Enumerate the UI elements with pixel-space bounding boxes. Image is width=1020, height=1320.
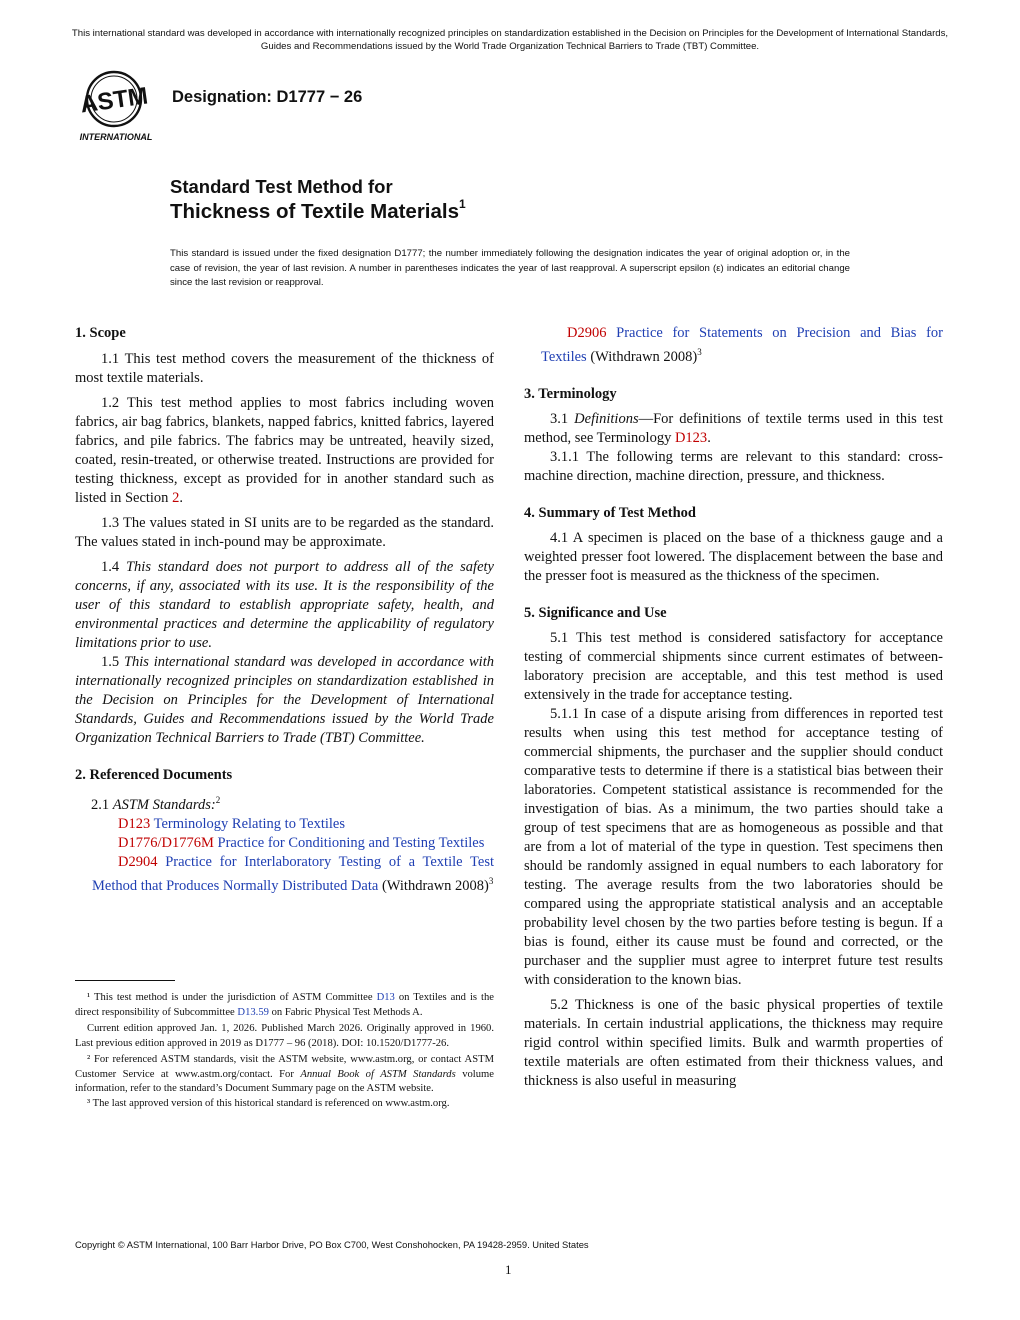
para-1-1: 1.1 This test method covers the measurement of the thickness of most textile materials. — [75, 351, 494, 386]
committee-link[interactable]: D13 — [376, 992, 395, 1003]
footnote-3: ³ The last approved version of this historical standard is referenced on www.astm.org. — [87, 1097, 450, 1109]
section-1-heading: 1. Scope — [75, 325, 126, 341]
footnote-2-text: ² For referenced ASTM standards, visit the ASTM website, www.astm.org, or contact ASTM Customer Service at www.astm.org/contact. For — [75, 1054, 494, 1080]
ref-item — [524, 324, 943, 367]
footnote-2-italic: Annual Book of ASTM Standards — [300, 1068, 456, 1080]
para-3-1-1: 3.1.1 The following terms are relevant to this standard: cross-machine direction, machine direction, pressure, and thickness. — [524, 448, 943, 484]
para-3-1-text: —For definitions of textile terms used in this test method, see Terminology — [524, 410, 943, 446]
para-2-1 — [91, 791, 494, 815]
logo-subtext: INTERNATIONAL — [79, 132, 153, 142]
logo-text: ASTM — [78, 82, 150, 119]
right-column — [524, 324, 943, 1091]
section-4-heading: 4. Summary of Test Method — [524, 504, 696, 521]
footnote-1-text-3: on Fabric Physical Test Methods A. — [268, 1006, 423, 1018]
ref-code-link[interactable]: D1776/D1776M — [118, 834, 214, 851]
para-1-5-num: 1.5 — [101, 654, 124, 670]
para-5-1-1: 5.1.1 In case of a dispute arising from differences in reported test results when using this test method for acceptance testing of commercial shipments, the purchaser and the supplier should conduct comparative tests to determine if there is a statistical bias between their laboratories. Competent statistical assistance is recommended for the investigation of bias. As a minimum, the two parties should take a group of test specimens that are as homogeneous as possible and that are from a lot of material of the type in question. Test specimens then should be randomly assigned in equal numbers to each laboratory for testing. The average results from the two laboratories should be compared using the appropriate statistical analysis and an acceptable probability level chosen by the two parties before testing is begun. If a bias is found, either its cause must be found and corrected, or the purchaser and the supplier must agree to interpret future test results with consideration to the known bias. — [524, 705, 943, 988]
para-3-1-end: . — [707, 429, 711, 446]
issuance-note: This standard is issued under the fixed designation D1777; the number immediately following the designation indicates the year of original adoption or, in the case of revision, the year of last revision. A number in parentheses indicates the year of last reapproval. A superscript epsilon (ε) indicates an editorial change since the last revision or reapproval. — [170, 248, 850, 288]
para-4-1: 4.1 A specimen is placed on the base of a thickness gauge and a weighted presser foot lowered. The displacement between the base and the presser foot is measured as the thickness of the specimen. — [524, 529, 943, 584]
ref-title-link[interactable]: Practice for Conditioning and Testing Textiles — [213, 834, 485, 851]
footnote-1-text: ¹ This test method is under the jurisdiction of ASTM Committee — [87, 992, 377, 1003]
para-5-2: 5.2 Thickness is one of the basic physical properties of textile materials. In certain industrial applications, the thickness may require rigid control within specified limits. Bulk and warmth properties of textile materials are often estimated from their thickness values, and thickness is also useful in measuring — [524, 996, 943, 1089]
ref-item — [75, 834, 494, 853]
copyright: Copyright © ASTM International, 100 Barr Harbor Drive, PO Box C700, West Conshohocken, PA 19428-2959. United States — [75, 1239, 589, 1250]
section-3-heading: 3. Terminology — [524, 385, 617, 402]
para-1-2-text: 1.2 This test method applies to most fabrics including woven fabrics, air bag fabrics, blankets, napped fabrics, knitted fabrics, layered fabrics, and pile fabrics. The fabrics may be untreated, heavily sized, coated, resin-treated, or otherwise treated. Instructions are provided for testing thickness, except as provided for in another standard such as listed in Section — [75, 395, 494, 506]
ref-title-link[interactable]: Practice for Statements on Precision and Bias for Textiles — [541, 325, 943, 365]
para-2-1-num: 2.1 — [91, 796, 113, 813]
para-1-3: 1.3 The values stated in SI units are to be regarded as the standard. The values stated in inch-pound may be approximate. — [75, 515, 494, 550]
para-5-1: 5.1 This test method is considered satisfactory for acceptance testing of commercial shipments since current estimates of between-laboratory precision are acceptable, and this test method is used extensively in the trade for acceptance testing. — [524, 629, 943, 703]
footnotes — [75, 991, 494, 1111]
footnote-rule — [75, 980, 175, 981]
para-1-4-num: 1.4 — [101, 559, 126, 575]
footnote-1-edition: Current edition approved Jan. 1, 2026. Published March 2026. Originally approved in 1960. Last previous edition approved in 2019 as D1777 – 96 (2018). DOI: 10.1520/D1777-26. — [75, 1023, 494, 1049]
footnote-3-ref[interactable]: 3 — [488, 875, 494, 886]
ref-tail: (Withdrawn 2008) — [586, 348, 698, 365]
footnote-3-ref[interactable]: 3 — [697, 347, 702, 357]
ref-title-link[interactable]: Practice for Interlaboratory Testing of a Textile Test Method that Produces Normally Distributed Data — [92, 853, 494, 894]
para-1-5-text: This international standard was developed in accordance with internationally recognized principles on standardization established in the Decision on Principles for the Development of International Standards, Guides and Recommendations issued by the World Trade Organization Technical Barriers to Trade (TBT) Committee. — [75, 654, 494, 746]
para-1-4 — [75, 558, 494, 653]
section-2-heading: 2. Referenced Documents — [75, 767, 233, 783]
title-line1: Standard Test Method for — [170, 176, 393, 197]
footnote-1-text-2: on Textiles and is the direct responsibility of Subcommittee — [75, 992, 494, 1018]
ref-code-link[interactable]: D2904 — [118, 853, 158, 870]
ref-code-link[interactable]: D2906 — [567, 325, 607, 341]
footnote-2 — [75, 1053, 494, 1097]
section-5-heading: 5. Significance and Use — [524, 604, 667, 621]
d123-link[interactable]: D123 — [674, 429, 708, 446]
footnote-2-ref[interactable]: 2 — [215, 795, 221, 805]
ref-title-link[interactable]: Terminology Relating to Textiles — [150, 815, 346, 832]
ref-item — [75, 815, 494, 834]
section-2-link[interactable]: 2 — [172, 490, 180, 506]
astm-logo-graphic — [74, 70, 162, 144]
title-line2 — [170, 199, 466, 224]
para-3-1-term: Definitions — [574, 410, 639, 427]
para-2-1-text: ASTM Standards: — [112, 796, 216, 813]
ref-tail: (Withdrawn 2008) — [378, 877, 489, 894]
para-3-1-num: 3.1 — [550, 410, 575, 427]
ref-item — [75, 853, 494, 896]
para-1-2 — [75, 394, 494, 508]
para-1-5 — [75, 653, 494, 748]
title-line2-text: Thickness of Textile Materials — [170, 199, 460, 223]
page-number: 1 — [505, 1262, 512, 1277]
left-column — [75, 324, 494, 896]
para-3-1 — [524, 410, 943, 448]
designation: Designation: D1777 − 26 — [172, 88, 363, 106]
footnote-1 — [75, 991, 494, 1020]
ref-code-link[interactable]: D123 — [118, 815, 151, 832]
para-1-2-end: . — [179, 490, 183, 506]
subcommittee-link[interactable]: D13.59 — [237, 1006, 269, 1018]
footnote-2-text-2: volume information, refer to the standard’s Document Summary page on the ASTM website. — [75, 1068, 494, 1094]
title-footnote-ref[interactable]: 1 — [459, 197, 466, 211]
tbt-notice: This international standard was developed in accordance with internationally recognized principles on standardization established in the Decision on Principles for the Development of International Standards, Guides and Recommendations issued by the World Trade Organization Technical Barriers to Trade (TBT) Committee. — [71, 28, 949, 52]
astm-logo — [74, 70, 162, 144]
para-1-4-text: This standard does not purport to address all of the safety concerns, if any, associated with its use. It is the responsibility of the user of this standard to establish appropriate safety, health, and environmental practices and determine the applicability of regulatory limitations prior to use. — [75, 559, 494, 651]
